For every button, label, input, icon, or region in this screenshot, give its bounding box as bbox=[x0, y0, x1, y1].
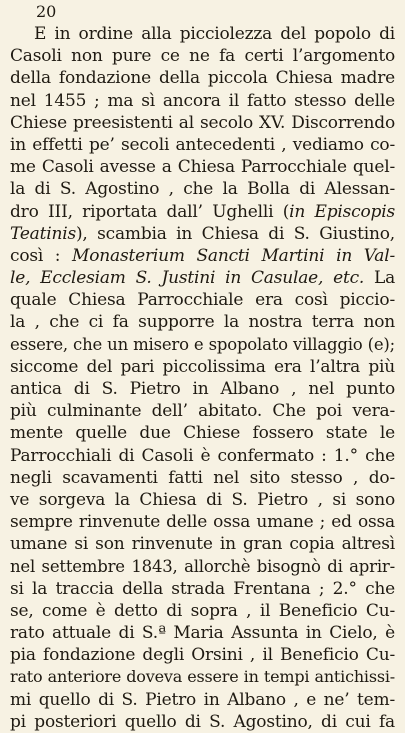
body-text bbox=[10, 23, 395, 733]
text-line bbox=[10, 600, 395, 622]
text-segment: la , che ci fa supporre la nostra terra non bbox=[10, 312, 395, 333]
text-segment: così : bbox=[10, 245, 73, 266]
text-segment: mente quelle due Chiese fossero state le bbox=[10, 423, 395, 444]
text-line bbox=[10, 334, 395, 356]
text-segment: rato attuale di S.ª Maria Assunta in Cielo, è bbox=[10, 623, 395, 644]
text-line bbox=[10, 23, 395, 45]
italic-text-segment: in Episcopis bbox=[289, 201, 395, 222]
text-line bbox=[10, 400, 395, 422]
text-segment: ), scambia in Chiesa di S. Giustino, bbox=[76, 223, 395, 244]
text-segment: dro III, riportata dall’ Ughelli ( bbox=[10, 201, 290, 222]
text-segment: siccome del pari piccolissima era l’altra più bbox=[10, 356, 395, 377]
text-segment: più culminante dell’ abitato. Che poi vera- bbox=[10, 401, 395, 422]
text-line bbox=[10, 622, 395, 644]
text-segment: E in ordine alla picciolezza del popolo di bbox=[34, 24, 395, 44]
text-segment: umane si son rinvenute in gran copia altresì bbox=[10, 534, 395, 555]
text-segment: si la traccia della strada Frentana ; 2.° che bbox=[10, 578, 395, 599]
text-line bbox=[10, 666, 395, 688]
text-segment: antica di S. Pietro in Albano , nel punto bbox=[10, 379, 395, 399]
text-line bbox=[10, 267, 395, 289]
text-segment: ve sorgeva la Chiesa di S. Pietro , si sono bbox=[10, 489, 395, 510]
text-segment: nel 1455 ; ma sì ancora il fatto stesso delle bbox=[10, 90, 395, 111]
text-line bbox=[10, 578, 395, 600]
text-segment: nel settembre 1843, allorchè bisognò di aprir- bbox=[10, 556, 395, 576]
text-line bbox=[10, 178, 395, 200]
text-line bbox=[10, 489, 395, 511]
text-segment: negli scavamenti fatti nel sito stesso , do- bbox=[10, 467, 395, 488]
text-line bbox=[10, 156, 395, 178]
text-segment: pia fondazione degli Orsini , il Beneficio Cu- bbox=[10, 645, 395, 666]
text-line bbox=[10, 90, 395, 112]
text-segment: Parrocchiali di Casoli è confermato : 1.° che bbox=[10, 445, 395, 466]
text-segment: sempre rinvenute delle ossa umane ; ed ossa bbox=[10, 512, 395, 533]
text-line bbox=[10, 223, 395, 245]
italic-text-segment: Teatinis bbox=[10, 223, 76, 244]
italic-text-segment: Monasterium Sancti Martini in Val- bbox=[72, 245, 395, 266]
text-segment: pi posteriori quello di S. Agostino, di cui fa bbox=[10, 711, 395, 732]
text-segment: me Casoli avesse a Chiesa Parrocchiale quel- bbox=[10, 157, 395, 178]
text-line bbox=[10, 689, 395, 711]
text-segment: della fondazione della piccola Chiesa madre bbox=[10, 68, 395, 89]
text-line bbox=[10, 245, 395, 267]
text-segment: la di S. Agostino , che la Bolla di Alessan- bbox=[10, 179, 395, 200]
text-line bbox=[10, 356, 395, 378]
text-line bbox=[10, 45, 395, 67]
italic-text-segment: le, Ecclesiam S. Justini in Casulae, etc. bbox=[10, 268, 365, 289]
text-segment: essere, che un misero e spopolato villaggio (e); bbox=[10, 334, 395, 354]
text-line bbox=[10, 533, 395, 555]
text-line bbox=[10, 378, 395, 400]
text-line bbox=[10, 289, 395, 311]
text-line bbox=[10, 467, 395, 489]
text-line bbox=[10, 644, 395, 666]
text-line bbox=[10, 511, 395, 533]
text-line bbox=[10, 67, 395, 89]
text-segment: Casoli non pure ce ne fa certi l’argomento bbox=[10, 46, 395, 67]
text-line bbox=[10, 201, 395, 223]
text-line bbox=[10, 311, 395, 333]
text-line bbox=[10, 134, 395, 156]
text-line bbox=[10, 422, 395, 444]
text-segment: Chiese preesistenti al secolo XV. Discorrendo bbox=[10, 112, 395, 133]
page-number: 20 bbox=[36, 2, 57, 21]
text-segment: La bbox=[364, 268, 395, 289]
text-line bbox=[10, 556, 395, 578]
text-segment: quale Chiesa Parrocchiale era così piccio- bbox=[10, 290, 395, 311]
text-segment: rato anteriore doveva essere in tempi antichissi- bbox=[10, 667, 395, 687]
text-line bbox=[10, 445, 395, 467]
text-line bbox=[10, 112, 395, 134]
text-line bbox=[10, 711, 395, 733]
text-segment: se, come è detto di sopra , il Beneficio Cu- bbox=[10, 600, 395, 621]
text-segment: mi quello di S. Pietro in Albano , e ne’ tem- bbox=[10, 689, 395, 710]
text-segment: in effetti pe’ secoli antecedenti , vediamo co- bbox=[10, 134, 395, 155]
